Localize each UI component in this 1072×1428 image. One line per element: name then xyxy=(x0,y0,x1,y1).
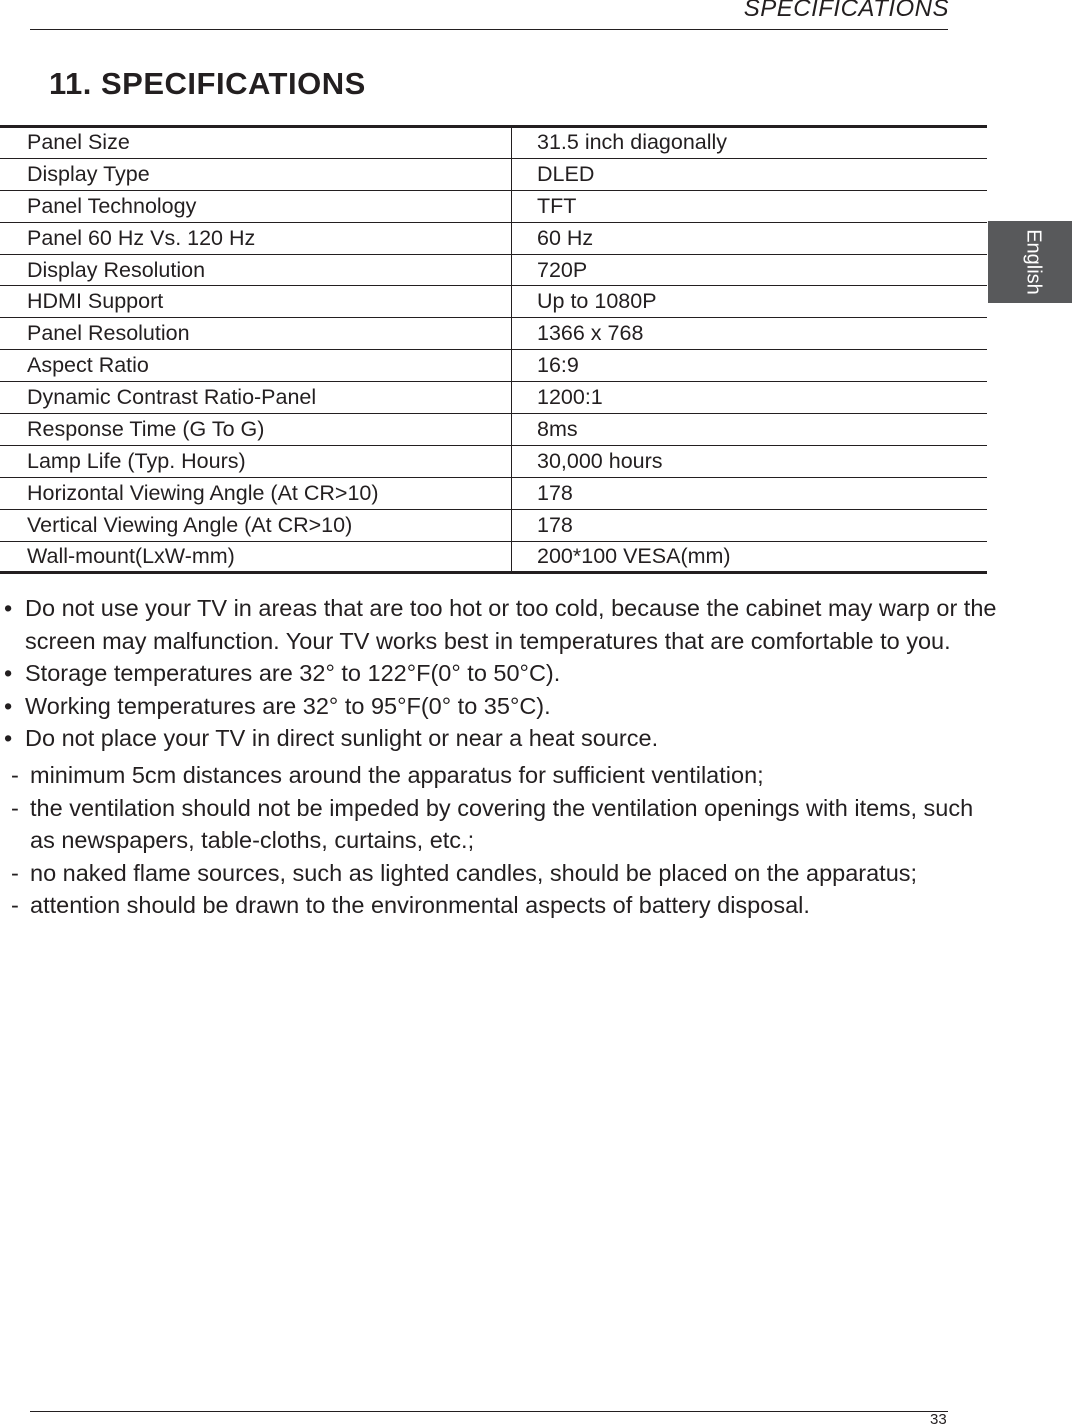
table-row xyxy=(0,158,987,190)
dash-icon: - xyxy=(11,761,19,788)
language-tab xyxy=(988,221,1072,303)
spec-label: Lamp Life (Typ. Hours) xyxy=(0,445,512,477)
dash-icon: - xyxy=(11,794,19,821)
spec-value: 178 xyxy=(512,477,988,509)
spec-value: 30,000 hours xyxy=(512,445,988,477)
spec-value: 8ms xyxy=(512,414,988,446)
spec-label: Dynamic Contrast Ratio-Panel xyxy=(0,382,512,414)
spec-value: 200*100 VESA(mm) xyxy=(512,541,988,573)
list-item-text: the ventilation should not be impeded by covering the ventilation openings with items, such as newspapers, table-cloths, curtains, etc.; xyxy=(30,794,974,854)
spec-label: Panel 60 Hz Vs. 120 Hz xyxy=(0,222,512,254)
bullet-icon: • xyxy=(4,595,13,621)
list-item-text: no naked flame sources, such as lighted candles, should be placed on the apparatus; xyxy=(30,859,918,886)
table-row xyxy=(0,414,987,446)
list-item xyxy=(0,759,1000,792)
spec-label: Panel Technology xyxy=(0,190,512,222)
bullet-item xyxy=(0,592,1000,657)
bullet-text: Working temperatures are 32° to 95°F(0° to 35°C). xyxy=(25,692,551,719)
running-header: SPECIFICATIONS xyxy=(743,0,949,22)
language-tab-label: English xyxy=(1022,229,1045,295)
bullet-text: Do not place your TV in direct sunlight or near a heat source. xyxy=(25,725,659,752)
bullet-icon: • xyxy=(4,660,13,687)
spec-label: Aspect Ratio xyxy=(0,350,512,382)
list-item-text: attention should be drawn to the environmental aspects of battery disposal. xyxy=(30,892,810,919)
table-row xyxy=(0,477,987,509)
table-row xyxy=(0,541,987,573)
table-row xyxy=(0,509,987,541)
bullet-item xyxy=(0,657,1000,690)
spec-label: Panel Resolution xyxy=(0,318,512,350)
specifications-table xyxy=(0,125,987,574)
list-item xyxy=(0,857,1000,890)
spec-value: DLED xyxy=(512,158,988,190)
table-row xyxy=(0,318,987,350)
header-rule xyxy=(30,29,948,30)
dash-icon: - xyxy=(11,859,19,886)
spec-value: 1366 x 768 xyxy=(512,318,988,350)
ventilation-list xyxy=(0,759,1000,922)
spec-label: Display Resolution xyxy=(0,254,512,286)
table-row xyxy=(0,190,987,222)
bullet-item xyxy=(0,690,1000,723)
spec-value: 720P xyxy=(512,254,988,286)
table-row xyxy=(0,350,987,382)
spec-value: 16:9 xyxy=(512,350,988,382)
bullet-icon: • xyxy=(4,692,13,719)
list-item-text: minimum 5cm distances around the apparatus for sufficient ventilation; xyxy=(30,761,764,788)
spec-label: Display Type xyxy=(0,158,512,190)
spec-value: 1200:1 xyxy=(512,382,988,414)
table-row xyxy=(0,445,987,477)
table-row xyxy=(0,254,987,286)
bullet-text: Do not use your TV in areas that are too hot or too cold, because the cabinet may warp or the screen may malfunction. Your TV works best in temperatures that are comfortable to you. xyxy=(25,595,997,654)
spec-value: Up to 1080P xyxy=(512,286,988,318)
bullet-text: Storage temperatures are 32° to 122°F(0° to 50°C). xyxy=(25,660,561,687)
spec-label: HDMI Support xyxy=(0,286,512,318)
table-row xyxy=(0,382,987,414)
bullet-icon: • xyxy=(4,725,13,752)
spec-value: 178 xyxy=(512,509,988,541)
bullet-item xyxy=(0,722,1000,755)
spec-value: 60 Hz xyxy=(512,222,988,254)
table-row xyxy=(0,222,987,254)
page-number: 33 xyxy=(930,1411,947,1428)
spec-label: Wall-mount(LxW-mm) xyxy=(0,541,512,573)
spec-label: Vertical Viewing Angle (At CR>10) xyxy=(0,509,512,541)
list-item xyxy=(0,889,1000,922)
spec-value: 31.5 inch diagonally xyxy=(512,127,988,159)
spec-label: Panel Size xyxy=(0,127,512,159)
safety-notes xyxy=(0,592,1000,922)
table-row xyxy=(0,286,987,318)
spec-label: Response Time (G To G) xyxy=(0,414,512,446)
spec-label: Horizontal Viewing Angle (At CR>10) xyxy=(0,477,512,509)
section-title: 11. SPECIFICATIONS xyxy=(49,66,366,101)
spec-value: TFT xyxy=(512,190,988,222)
dash-icon: - xyxy=(11,892,19,919)
list-item xyxy=(0,792,1000,857)
footer-rule xyxy=(30,1411,948,1412)
table-row xyxy=(0,127,987,159)
